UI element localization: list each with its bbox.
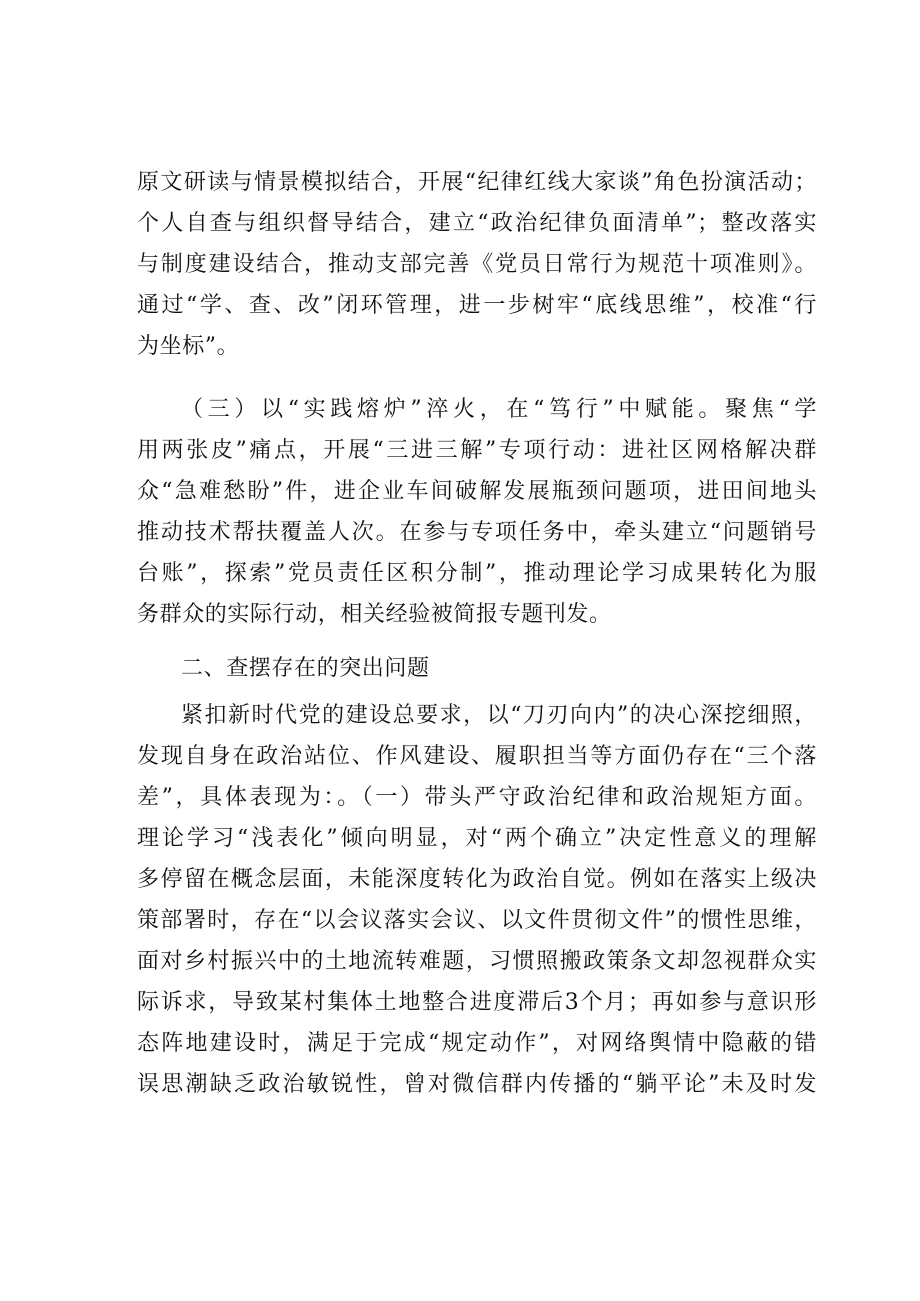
text-line: 通过“学、查、改”闭环管理，进一步树牢“底线思维”，校准“行 [137,293,817,318]
text-line: 台账”，探索”党员责任区积分制”，推动理论学习成果转化为服 [137,561,817,586]
text-line: 个人自查与组织督导结合，建立“政治纪律负面清单”；整改落实 [137,211,817,236]
text-line: 面对乡村振兴中的土地流转难题，习惯照搬政策条文却忽视群众实 [137,949,817,974]
paragraph-three [137,389,817,635]
text-line: 务群众的实际行动，相关经验被简报专题刊发。 [137,602,612,627]
paragraph-continued [137,162,817,367]
section-heading [137,648,817,689]
text-line: 多停留在概念层面，未能深度转化为政治自觉。例如在落实上级决 [137,867,817,892]
text-line: 策部署时，存在“以会议落实会议、以文件贯彻文件”的惯性思维， [137,908,817,933]
text-line: 为坐标”。 [137,334,240,359]
text-line: 发现自身在政治站位、作风建设、履职担当等方面仍存在“三个落 [137,744,817,769]
text-line: 推动技术帮扶覆盖人次。在参与专项任务中，牵头建立“问题销号 [137,520,817,545]
text-line: 态阵地建设时，满足于完成“规定动作”，对网络舆情中隐蔽的错 [137,1031,817,1056]
paragraph-problems [137,695,817,1105]
text-line: 众“急难愁盼”件，进企业车间破解发展瓶颈问题项，进田间地头 [137,479,817,504]
text-line: 理论学习“浅表化”倾向明显，对“两个确立”决定性意义的理解 [137,826,817,851]
section-heading-text: 二、查摆存在的突出问题 [181,656,430,681]
text-line: 与制度建设结合，推动支部完善《党员日常行为规范十项准则》。 [137,252,817,277]
text-line: 误思潮缺乏政治敏锐性，曾对微信群内传播的“躺平论”未及时发 [137,1072,817,1097]
text-line: 紧扣新时代党的建设总要求，以“刀刃向内”的决心深挖细照， [181,703,817,728]
text-line: 差”，具体表现为：。（一）带头严守政治纪律和政治规矩方面。 [137,785,817,810]
text-line: 际诉求，导致某村集体土地整合进度滞后3个月；再如参与意识形 [137,990,817,1015]
text-line: 原文研读与情景模拟结合，开展“纪律红线大家谈”角色扮演活动； [137,170,817,195]
text-line: （三）以“实践熔炉”淬火，在“笃行”中赋能。聚焦“学 [181,397,817,422]
text-line: 用两张皮”痛点，开展“三进三解”专项行动：进社区网格解决群 [137,438,817,463]
